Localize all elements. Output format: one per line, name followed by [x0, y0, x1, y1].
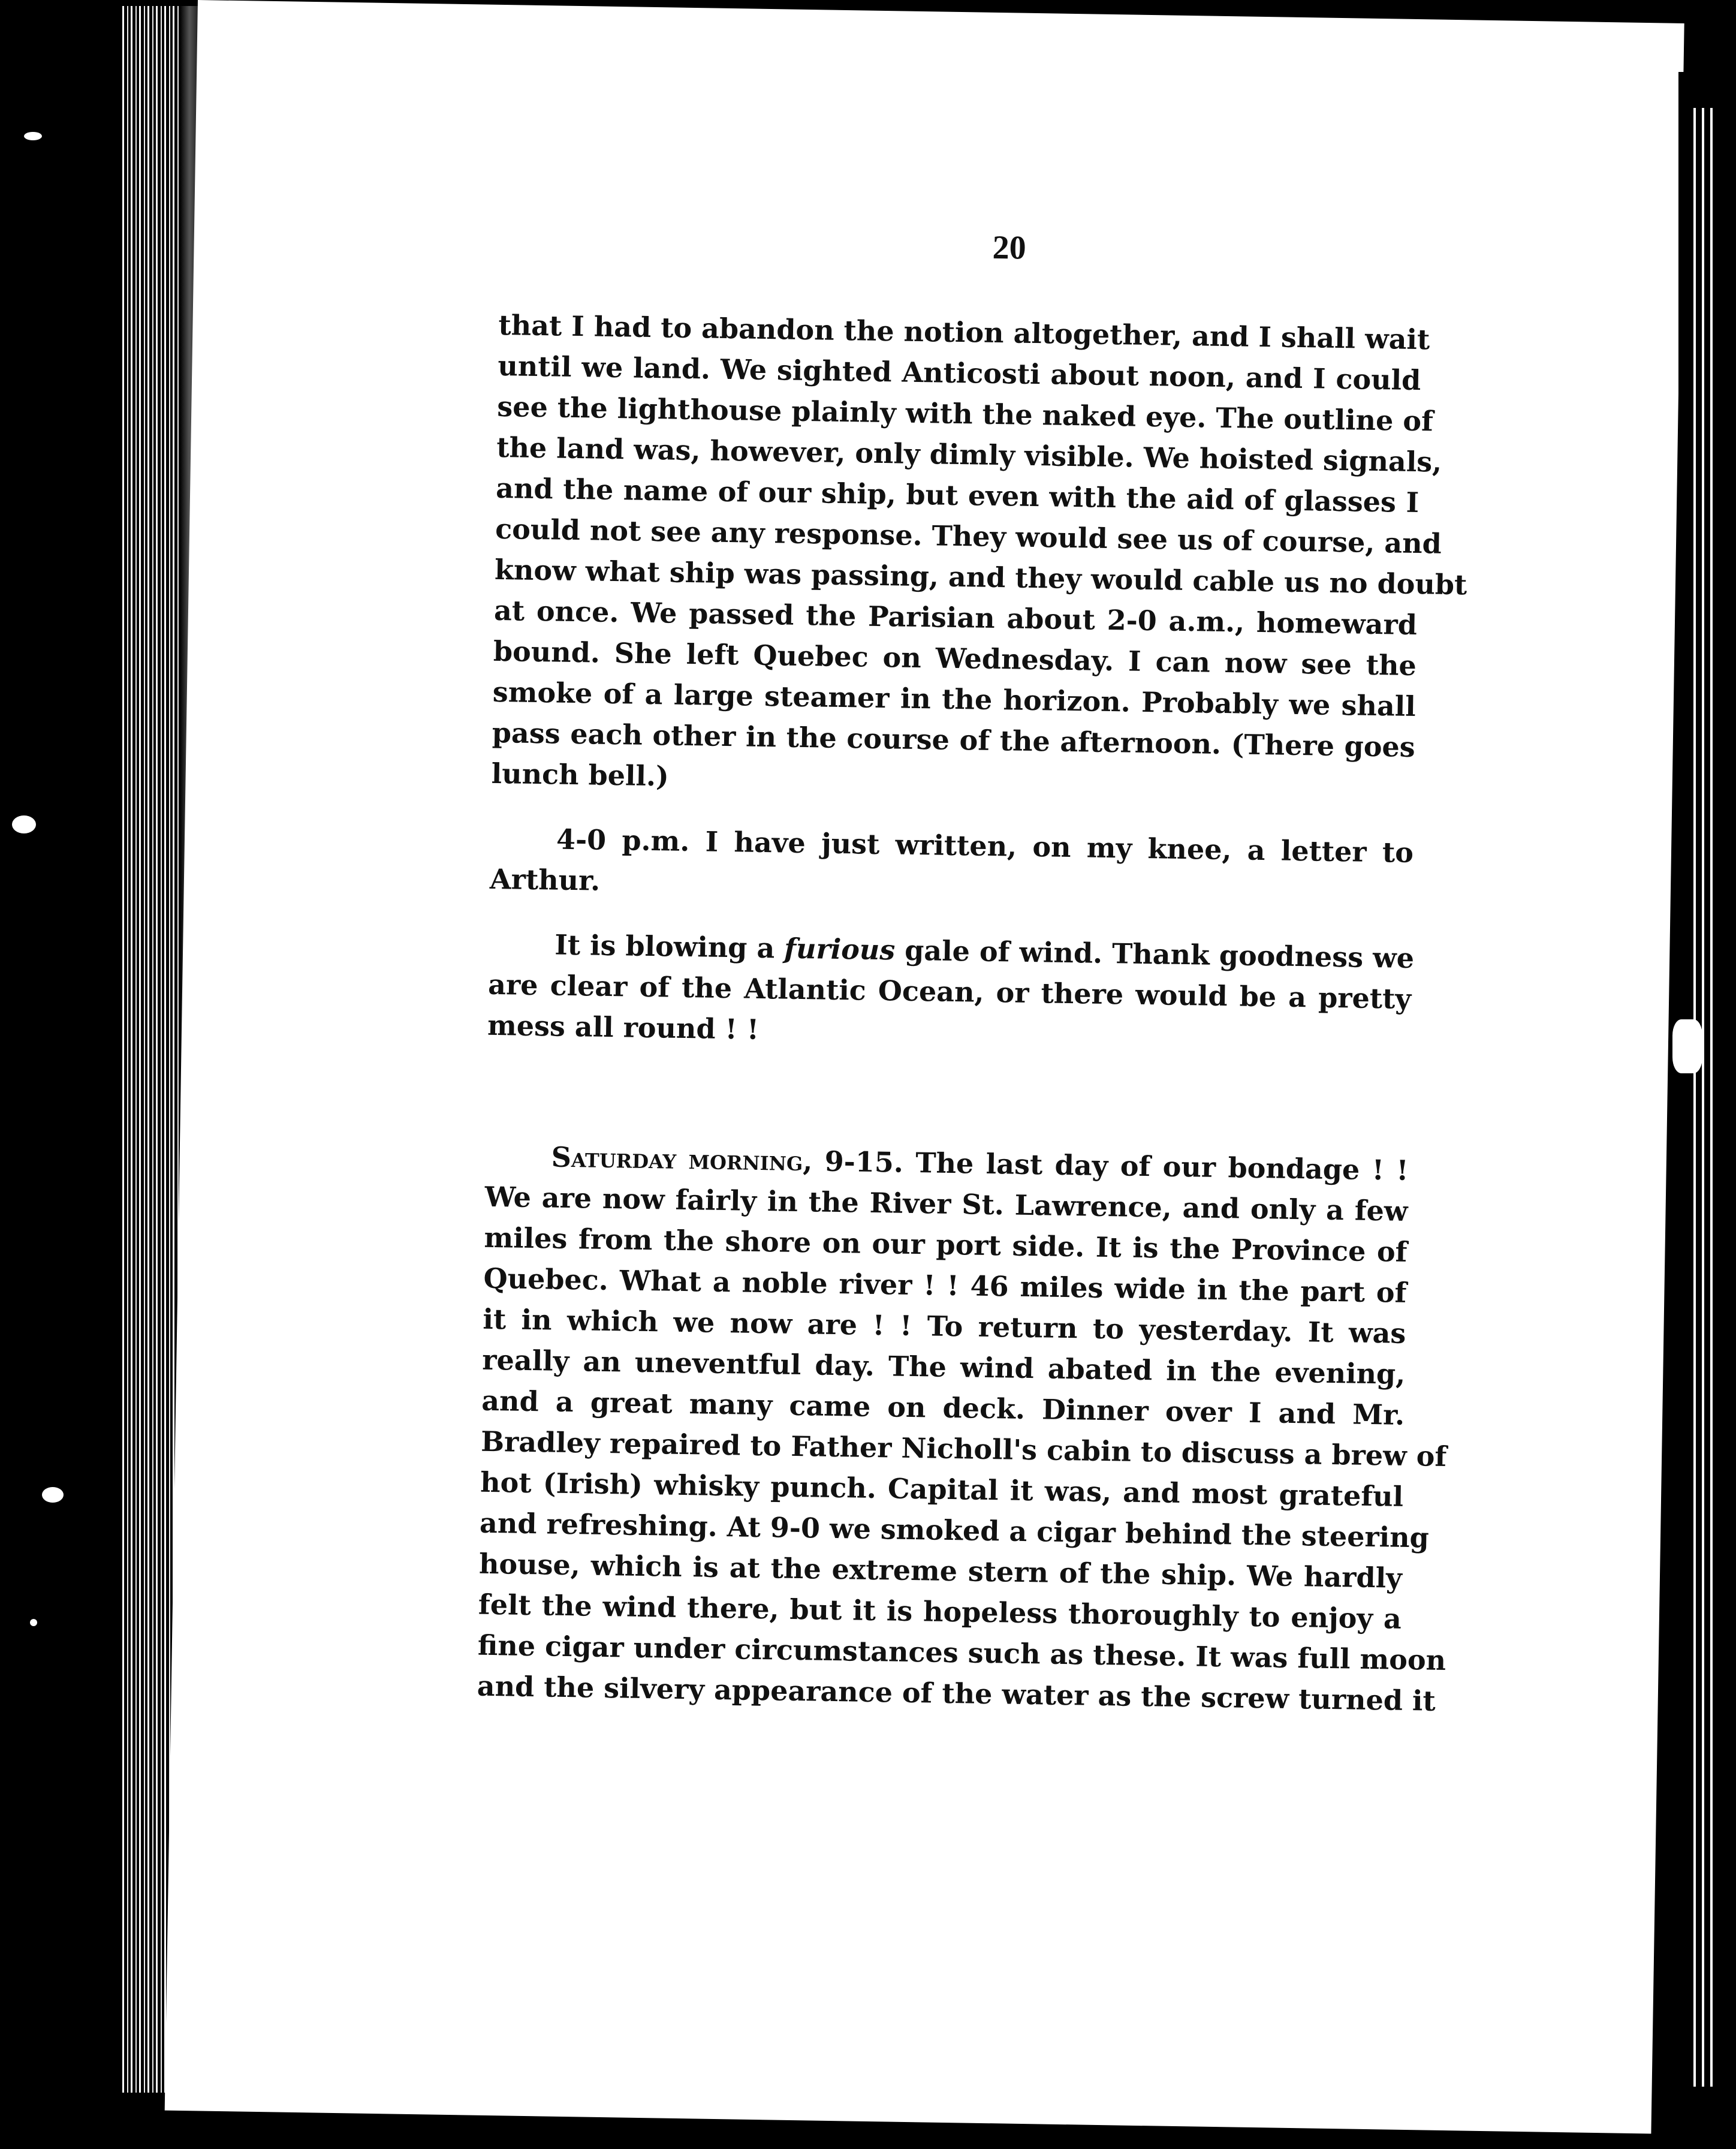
text-line: it in which we now are ! ! To return to yesterday. It was: [483, 1302, 1406, 1350]
text-run: gale of wind. Thank goodness we: [894, 934, 1415, 975]
text-line: and the name of our ship, but even with the aid of glasses I: [495, 471, 1419, 519]
scan-speck: [12, 815, 36, 833]
text-line: bound. She left Quebec on Wednesday. I can now see the: [493, 634, 1417, 682]
scan-speck: [1672, 1019, 1702, 1073]
text-line: lunch bell.): [491, 757, 670, 793]
text-line: 4-0 p.m. I have just written, on my knee, a letter to: [556, 823, 1414, 869]
text-line: Quebec. What a noble river ! ! 46 miles wide in the part of: [483, 1262, 1407, 1309]
paragraph-4: [477, 1136, 1447, 1721]
text-line: Bradley repaired to Father Nicholl's cabin to discuss a brew of: [480, 1425, 1447, 1473]
body-text: [477, 305, 1467, 1721]
text-line: Arthur.: [489, 862, 601, 897]
text-line: could not see any response. They would see us of course, and: [495, 512, 1442, 560]
scan-speck: [30, 1619, 37, 1626]
emphasis-text: furious: [783, 932, 896, 967]
text-line: mess all round ! !: [487, 1009, 760, 1046]
scan-speck: [24, 132, 42, 140]
scan-speck: [42, 1487, 64, 1503]
text-line: miles from the shore on our port side. It is the Province of: [484, 1221, 1408, 1268]
page-sheet: [165, 0, 1684, 2134]
text-line: house, which is at the extreme stern of the ship. We hardly: [478, 1547, 1403, 1594]
text-line: until we land. We sighted Anticosti about noon, and I could: [498, 349, 1421, 397]
text-line: really an uneventful day. The wind abated in the evening,: [482, 1343, 1406, 1390]
text-line: We are now fairly in the River St. Lawrence, and only a few: [484, 1180, 1408, 1227]
text-line: see the lighthouse plainly with the naked eye. The outline of: [496, 390, 1434, 438]
text-run: 9-15. The last day of our bondage ! !: [812, 1145, 1409, 1187]
paragraph-1: [491, 305, 1467, 808]
entry-heading: Saturday morning,: [551, 1140, 813, 1178]
text-line: hot (Irish) whisky punch. Capital it was, and most grateful: [480, 1465, 1404, 1513]
text-line: the land was, however, only dimly visible. We hoisted signals,: [496, 431, 1442, 478]
page-edges-right: [1690, 108, 1714, 2087]
text-line: at once. We passed the Parisian about 2-0 a.m., homeward: [493, 594, 1418, 642]
paragraph-2: [490, 818, 1414, 914]
text-line: and refreshing. At 9-0 we smoked a cigar behind the steering: [479, 1506, 1430, 1554]
text-line: are clear of the Atlantic Ocean, or there would be a pretty: [487, 968, 1412, 1015]
text-line: pass each other in the course of the afternoon. (There goes: [492, 716, 1416, 764]
text-line: smoke of a large steamer in the horizon. Probably we shall: [492, 675, 1416, 723]
page-number: 20: [992, 228, 1027, 267]
text-line: and a great many came on deck. Dinner over I and Mr.: [481, 1384, 1405, 1431]
text-line: that I had to abandon the notion altogether, and I shall wait: [498, 308, 1430, 356]
text-run: It is blowing a: [554, 928, 785, 965]
text-line: and the silvery appearance of the water as the screw turned it: [477, 1669, 1436, 1717]
text-line: felt the wind there, but it is hopeless thoroughly to enjoy a: [478, 1588, 1402, 1635]
paragraph-3: [487, 923, 1415, 1060]
text-line: know what ship was passing, and they would cable us no doubt: [494, 553, 1467, 601]
text-line: fine cigar under circumstances such as these. It was full moon: [477, 1629, 1446, 1677]
